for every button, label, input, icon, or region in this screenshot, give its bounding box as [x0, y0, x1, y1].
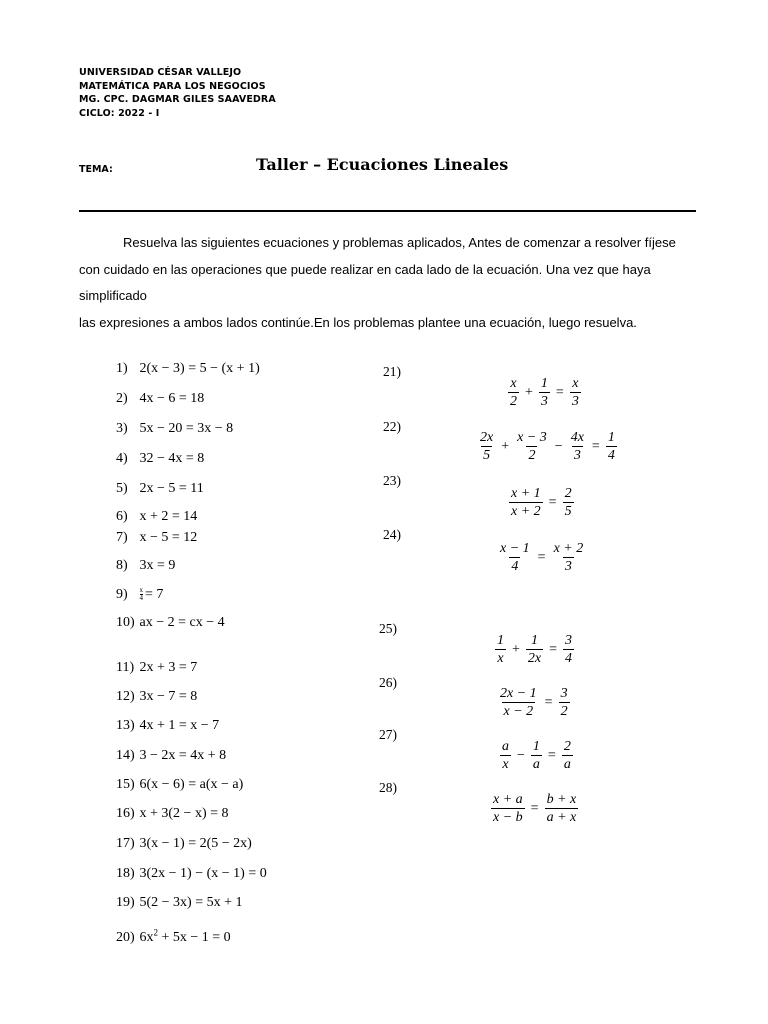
operator: = [537, 549, 546, 565]
instructions-line-3: las expresiones a ambos lados continúe.En los problemas plantee una ecuación, luego resuelva. [79, 314, 637, 330]
equation-number: 27) [379, 727, 397, 742]
denominator: x + 2 [511, 504, 541, 519]
fraction [526, 633, 543, 666]
numerator: 1 [531, 633, 539, 648]
denominator: 2x [527, 651, 542, 666]
denominator: 5 [564, 504, 572, 519]
operator: = [549, 641, 558, 657]
fraction [563, 486, 574, 519]
equation-expression: ax − 2 = cx − 4 [139, 615, 225, 630]
numerator: 1 [540, 376, 548, 391]
numerator: x − 1 [500, 541, 530, 556]
equation-item [116, 689, 197, 705]
fraction [552, 541, 586, 574]
equation-number: 26) [379, 675, 397, 690]
equation-item [116, 451, 204, 467]
instructions-paragraph [79, 230, 695, 336]
equation-number: 14) [116, 748, 135, 763]
equation-item [116, 509, 197, 525]
fraction [539, 376, 550, 409]
equation-expression: 6(x − 6) = a(x − a) [139, 777, 244, 792]
equation-number: 6) [116, 509, 128, 524]
numerator: 3 [565, 633, 573, 648]
equation-number: 28) [379, 780, 397, 795]
equation-number: 1) [116, 361, 128, 376]
fraction [515, 430, 549, 463]
equation-number: 9) [116, 587, 128, 602]
equation-number: 20) [116, 929, 135, 945]
fraction-equation [505, 376, 584, 409]
equation-expression: 3 − 2x = 4x + 8 [139, 748, 227, 763]
numerator: 3 [560, 686, 568, 701]
equation-expression: x + 3(2 − x) = 8 [139, 806, 229, 821]
denominator: 2 [528, 448, 536, 463]
equation-number: 8) [116, 558, 128, 573]
equation-expression: 3x − 7 = 8 [139, 689, 198, 704]
equation-item [116, 587, 163, 603]
denominator: 2 [510, 394, 517, 409]
fraction-equation [495, 541, 588, 574]
numerator: 1 [497, 633, 504, 648]
fraction-equation [497, 739, 576, 772]
denominator: a + x [546, 810, 577, 825]
equation-item [116, 361, 260, 377]
equation-expression: 2x − 5 = 11 [139, 481, 204, 496]
equation-item [116, 558, 175, 574]
fraction [545, 792, 579, 825]
numerator: 2 [564, 486, 572, 501]
fraction [508, 376, 519, 409]
equation-item [116, 530, 197, 546]
equation-number: 4) [116, 451, 128, 466]
operator: + [525, 384, 533, 400]
numerator: x [510, 376, 517, 391]
numerator: 2x [480, 430, 494, 445]
denominator: 5 [483, 448, 491, 463]
fraction [491, 792, 525, 825]
operator: − [517, 747, 525, 763]
fraction-equation [492, 633, 577, 666]
equation-number: 21) [383, 364, 401, 379]
equation-number: 24) [383, 527, 401, 542]
equation-item [116, 895, 243, 911]
numerator: 1 [532, 739, 540, 754]
denominator: a [532, 757, 540, 772]
equation-number: 12) [116, 689, 135, 704]
fraction [498, 541, 532, 574]
denominator: a [563, 757, 571, 772]
tema-label: TEMA: [79, 164, 113, 175]
equation-item [116, 866, 267, 882]
fraction [498, 686, 539, 719]
equation-expression: $6x^2 + 5x - 1 = 0$ [139, 927, 231, 945]
equation-number: 2) [116, 391, 128, 406]
numerator: 2 [563, 739, 571, 754]
denominator: 3 [573, 448, 581, 463]
equation-item [116, 927, 231, 946]
numerator: x + 2 [553, 541, 584, 556]
numerator: 4x [570, 430, 584, 445]
equation-number: 19) [116, 895, 135, 910]
equation-expression: 3(2x − 1) − (x − 1) = 0 [139, 866, 267, 881]
fraction [478, 430, 495, 463]
fraction [509, 486, 543, 519]
equation-number: 5) [116, 481, 128, 496]
numerator: x + 1 [511, 486, 541, 501]
denominator: 3 [540, 394, 548, 409]
equation-item [116, 660, 197, 676]
fraction [562, 739, 573, 772]
operator: = [591, 438, 600, 454]
instructor-name: MG. CPC. DAGMAR GILES SAAVEDRA [79, 94, 276, 105]
title-divider [79, 210, 696, 212]
cycle-label: CICLO: 2022 - I [79, 107, 160, 119]
denominator: 3 [564, 559, 572, 574]
fraction-equation [475, 430, 620, 463]
equation-item [116, 421, 233, 437]
document-header [79, 66, 276, 120]
equation-number: 10) [116, 615, 135, 630]
university-name: UNIVERSIDAD CÉSAR VALLEJO [79, 67, 242, 78]
denominator: 4 [565, 651, 573, 666]
fraction-equation [495, 686, 573, 719]
equation-number: 18) [116, 866, 135, 881]
operator: = [544, 694, 553, 710]
equation-expression: 4x + 1 = x − 7 [139, 718, 220, 733]
equation-item [116, 718, 219, 734]
equation-number: 13) [116, 718, 135, 733]
fraction [531, 739, 542, 772]
denominator: 4 [511, 559, 519, 574]
fraction [570, 376, 581, 409]
operator: = [548, 494, 557, 510]
fraction [495, 633, 506, 666]
equation-number: 7) [116, 530, 128, 545]
operator: = [547, 747, 556, 763]
equation-expression: 2(x − 3) = 5 − (x + 1) [139, 361, 260, 376]
denominator: 4 [607, 448, 615, 463]
equation-number: 11) [116, 660, 135, 675]
numerator: x + a [493, 792, 523, 807]
equation-item [116, 481, 204, 497]
equation-expression: x − 5 = 12 [139, 530, 198, 545]
denominator: 2 [560, 704, 568, 719]
page-title: Taller – Ecuaciones Lineales [256, 155, 509, 174]
instructions-line-2: con cuidado en las operaciones que puede realizar en cada lado de la ecuación. Una vez que haya simplificado [79, 261, 651, 303]
denominator: 3 [571, 394, 579, 409]
equation-number: 22) [383, 419, 401, 434]
instructions-line-1: Resuelva las siguientes ecuaciones y problemas aplicados, Antes de comenzar a resolver fíjese [123, 235, 676, 250]
equation-number: 17) [116, 836, 135, 851]
inline-fraction: $\frac{x}{4}$ [139, 586, 143, 603]
equation-item [116, 806, 229, 822]
operator: = [555, 384, 564, 400]
numerator: x − 3 [517, 430, 547, 445]
equation-number: 3) [116, 421, 128, 436]
equation-expression: 3(x − 1) = 2(5 − 2x) [139, 836, 252, 851]
equation-item [116, 777, 243, 793]
numerator: x [572, 376, 579, 391]
equation-item [116, 836, 252, 852]
equation-item [116, 391, 204, 407]
equation-expression: 4x − 6 = 18 [139, 391, 205, 406]
equation-expression: = 7 [145, 587, 164, 602]
fraction [563, 633, 574, 666]
course-name: MATEMÁTICA PARA LOS NEGOCIOS [79, 80, 266, 92]
equation-number: 25) [379, 621, 397, 636]
numerator: b + x [546, 792, 577, 807]
equation-number: 15) [116, 777, 135, 792]
operator: = [530, 800, 539, 816]
equation-expression: x + 2 = 14 [139, 509, 198, 524]
fraction [500, 739, 511, 772]
equation-item [116, 615, 225, 631]
operator: + [512, 641, 520, 657]
numerator: a [502, 739, 509, 754]
denominator: x [497, 651, 504, 666]
equation-number: 23) [383, 473, 401, 488]
denominator: x − 2 [503, 704, 534, 719]
equation-expression: 5x − 20 = 3x − 8 [139, 421, 234, 436]
numerator: 1 [607, 430, 615, 445]
numerator: 2x − 1 [500, 686, 537, 701]
fraction [559, 686, 570, 719]
fraction [569, 430, 586, 463]
equation-expression: 3x = 9 [139, 558, 176, 573]
operator: − [554, 438, 563, 454]
denominator: x − b [493, 810, 523, 825]
fraction [606, 430, 617, 463]
equation-expression: 32 − 4x = 8 [139, 451, 205, 466]
equation-item [116, 748, 226, 764]
fraction-equation [488, 792, 581, 825]
operator: + [501, 438, 510, 454]
denominator: x [502, 757, 509, 772]
equation-expression: 5(2 − 3x) = 5x + 1 [139, 895, 243, 910]
equation-expression: 2x + 3 = 7 [139, 660, 198, 675]
equation-number: 16) [116, 806, 135, 821]
fraction-equation [506, 486, 577, 519]
